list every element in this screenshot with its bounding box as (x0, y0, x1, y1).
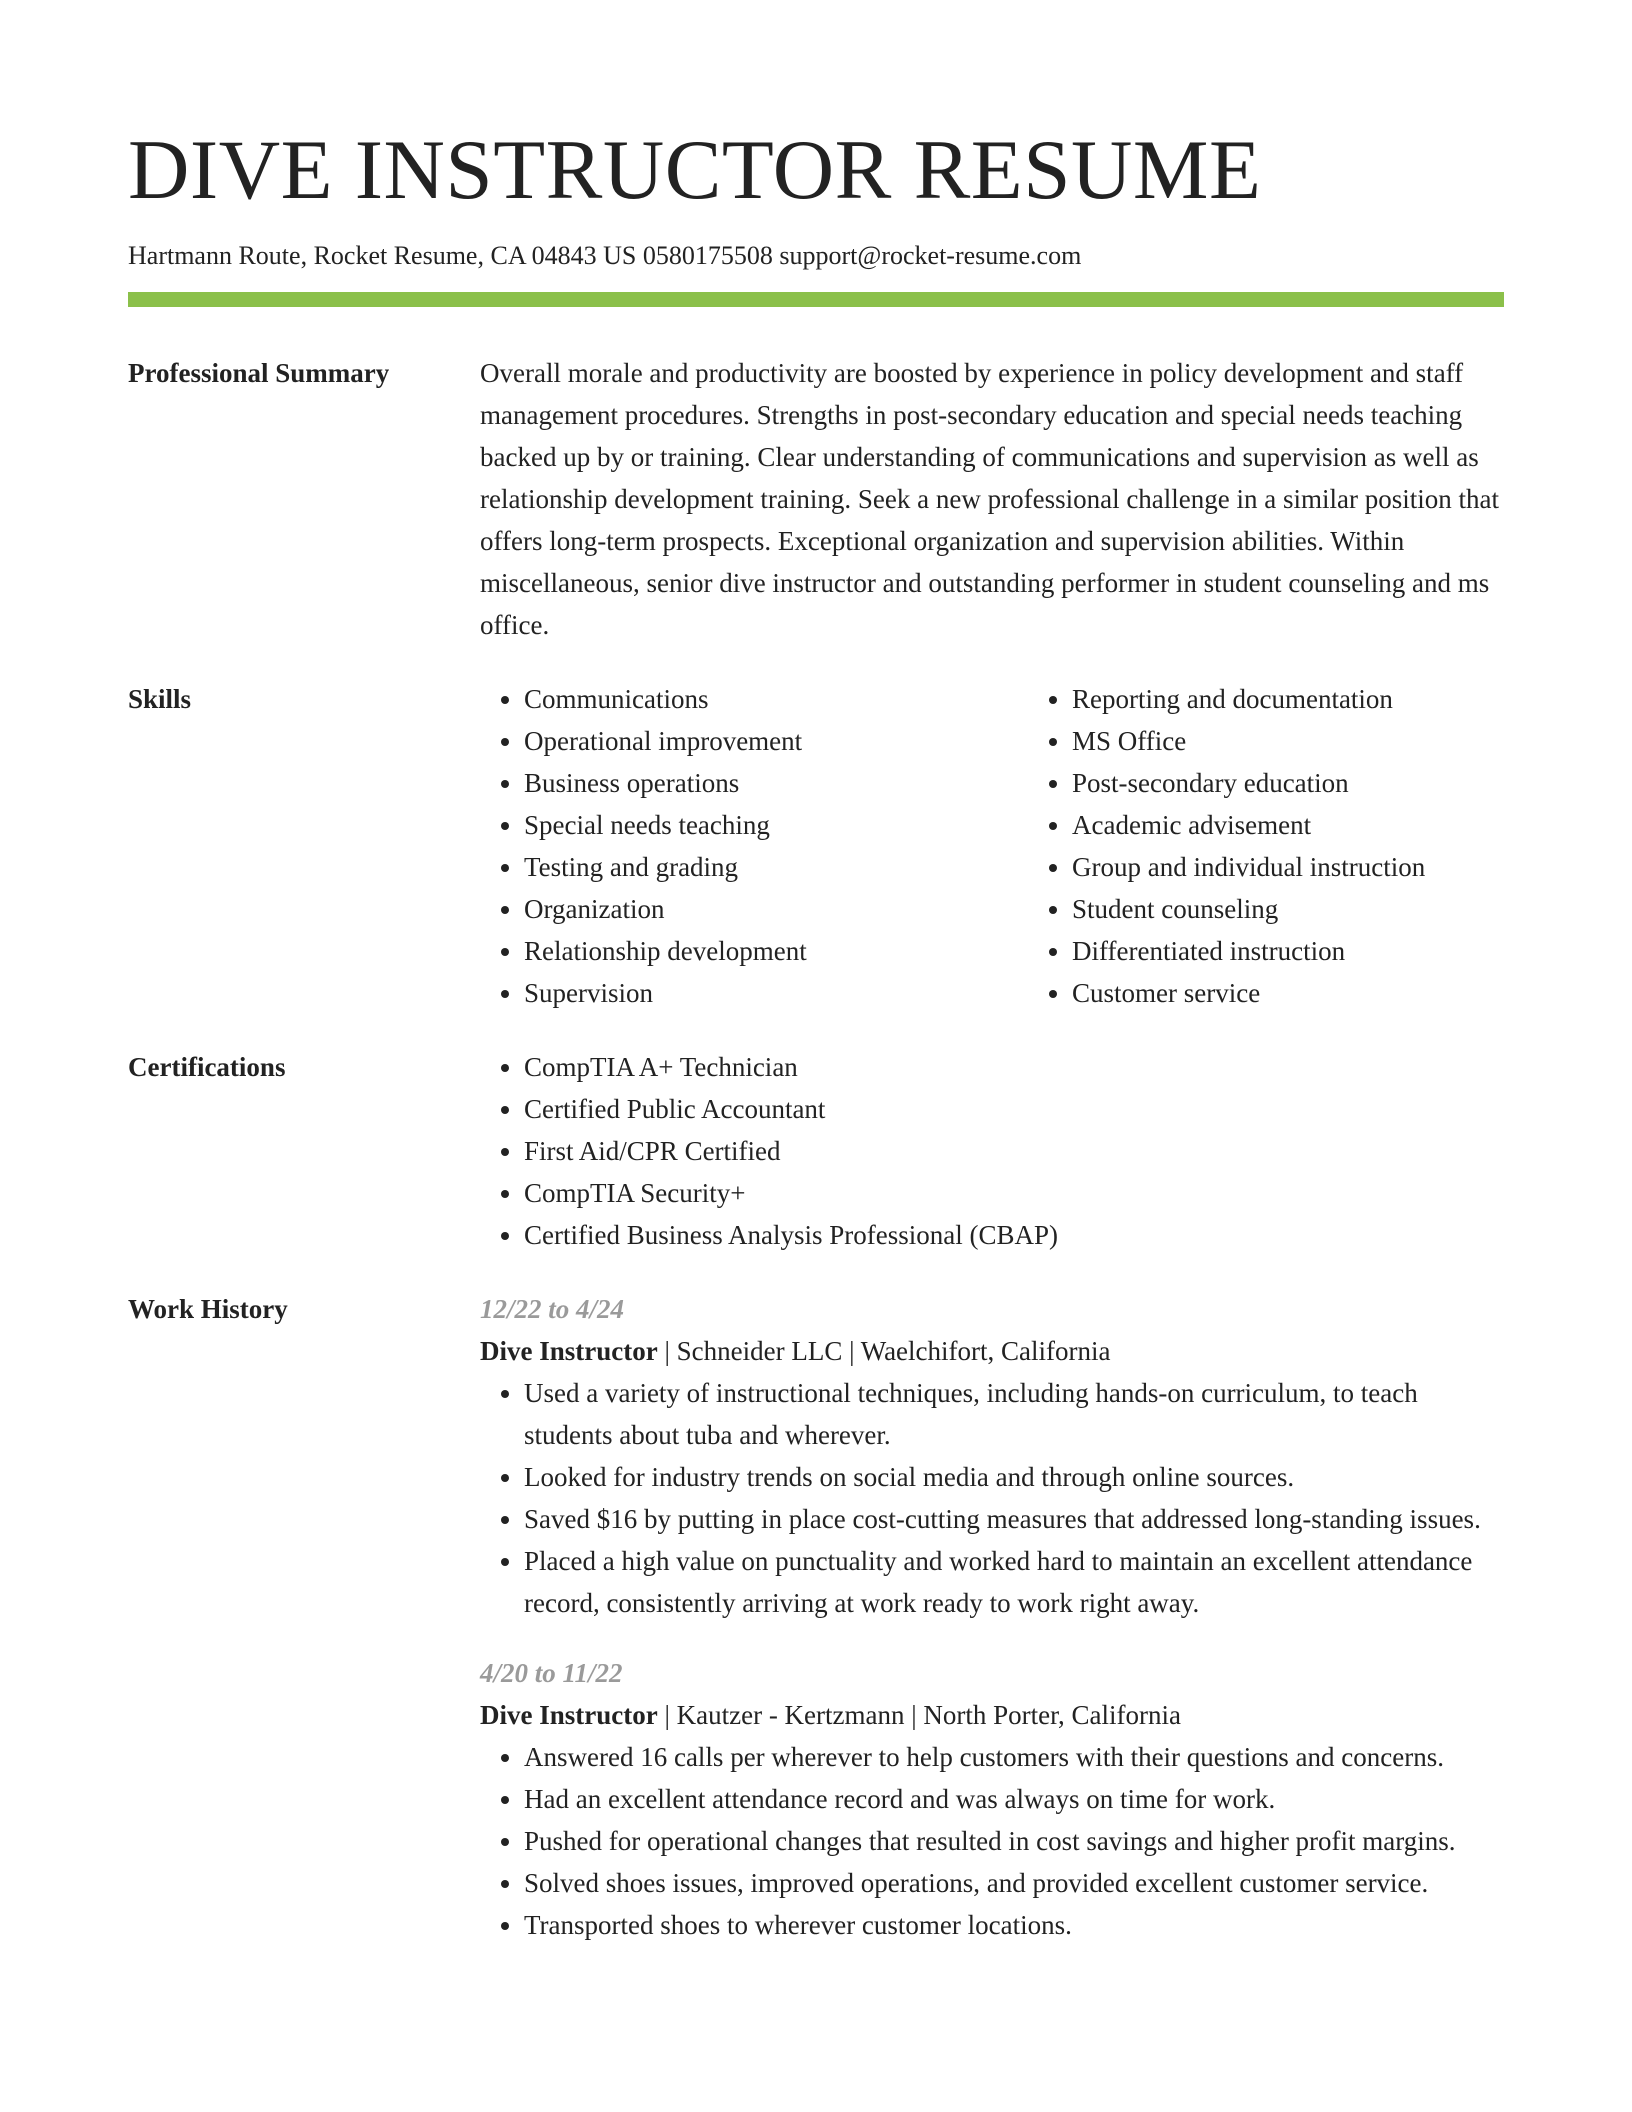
skill-item: • Customer service (1072, 972, 1504, 1014)
job-title-line (480, 1694, 1504, 1736)
job-details: | Schneider LLC | Waelchifort, California (657, 1336, 1111, 1366)
contact-address: Hartmann Route, Rocket Resume, CA 04843 US (128, 241, 637, 270)
skills-grid (480, 678, 1504, 1014)
certification-item: • CompTIA A+ Technician (524, 1046, 1504, 1088)
skill-item: • Special needs teaching (524, 804, 1028, 846)
job-bullet: • Solved shoes issues, improved operations, and provided excellent customer service. (524, 1862, 1504, 1904)
work-history-section (128, 1288, 1504, 1946)
skill-item: • Testing and grading (524, 846, 1028, 888)
job-bullets (480, 1736, 1504, 1946)
section-body (480, 1046, 1504, 1256)
skill-item: • Operational improvement (524, 720, 1028, 762)
job-bullet: • Placed a high value on punctuality and worked hard to maintain an excellent attendance record, consistently arriving at work ready to work right away. (524, 1540, 1504, 1624)
job-bullet: • Pushed for operational changes that resulted in cost savings and higher profit margins. (524, 1820, 1504, 1862)
skills-section (128, 678, 1504, 1014)
section-body (480, 1288, 1504, 1946)
skill-item: • Differentiated instruction (1072, 930, 1504, 972)
job-bullet: • Saved $16 by putting in place cost-cutting measures that addressed long-standing issues. (524, 1498, 1504, 1540)
certifications-list (480, 1046, 1504, 1256)
contact-line (128, 238, 1504, 274)
skill-item: • Business operations (524, 762, 1028, 804)
skill-item: • Post-secondary education (1072, 762, 1504, 804)
skills-list-right (1028, 678, 1504, 1014)
skill-item: • Organization (524, 888, 1028, 930)
job-entry (480, 1288, 1504, 1624)
job-title: Dive Instructor (480, 1700, 658, 1730)
contact-email: support@rocket-resume.com (779, 241, 1082, 270)
job-dates: 4/20 to 11/22 (480, 1658, 623, 1688)
job-dates: 12/22 to 4/24 (480, 1294, 625, 1324)
contact-phone: 0580175508 (642, 241, 773, 270)
certification-item: • First Aid/CPR Certified (524, 1130, 1504, 1172)
job-title-line (480, 1330, 1504, 1372)
job-bullet: • Looked for industry trends on social media and through online sources. (524, 1456, 1504, 1498)
section-heading: Skills (128, 684, 192, 714)
skill-item: • Student counseling (1072, 888, 1504, 930)
summary-section (128, 352, 1504, 646)
skill-item: • Communications (524, 678, 1028, 720)
job-bullet: • Transported shoes to wherever customer locations. (524, 1904, 1504, 1946)
skill-item: • MS Office (1072, 720, 1504, 762)
skill-item: • Reporting and documentation (1072, 678, 1504, 720)
skill-item: • Supervision (524, 972, 1028, 1014)
job-bullet: • Had an excellent attendance record and was always on time for work. (524, 1778, 1504, 1820)
section-heading: Professional Summary (128, 358, 390, 388)
section-body (480, 352, 1504, 646)
certification-item: • CompTIA Security+ (524, 1172, 1504, 1214)
summary-text: Overall morale and productivity are boosted by experience in policy development and staff management procedures. Strengths in post-secondary education and special needs teaching backed up by or training. Clear understanding of communications and supervision as well as relationship development training. Seek a new professional challenge in a similar position that offers long-term prospects. Exceptional organization and supervision abilities. Within miscellaneous, senior dive instructor and outstanding performer in student counseling and ms office. (480, 358, 1499, 640)
job-title: Dive Instructor (480, 1336, 658, 1366)
job-bullet: • Used a variety of instructional techniques, including hands-on curriculum, to teach students about tuba and wherever. (524, 1372, 1504, 1456)
skill-item: • Relationship development (524, 930, 1028, 972)
resume-title: DIVE INSTRUCTOR RESUME (128, 123, 1262, 217)
job-bullet: • Answered 16 calls per wherever to help customers with their questions and concerns. (524, 1736, 1504, 1778)
certification-item: • Certified Business Analysis Professional (CBAP) (524, 1214, 1504, 1256)
certifications-section (128, 1046, 1504, 1256)
skill-item: • Academic advisement (1072, 804, 1504, 846)
job-entry (480, 1652, 1504, 1946)
skills-list-left (480, 678, 1028, 1014)
job-details: | Kautzer - Kertzmann | North Porter, California (657, 1700, 1182, 1730)
skill-item: • Group and individual instruction (1072, 846, 1504, 888)
certification-item: • Certified Public Accountant (524, 1088, 1504, 1130)
accent-divider (128, 292, 1504, 307)
section-heading: Work History (128, 1294, 288, 1324)
job-bullets (480, 1372, 1504, 1624)
section-heading: Certifications (128, 1052, 286, 1082)
